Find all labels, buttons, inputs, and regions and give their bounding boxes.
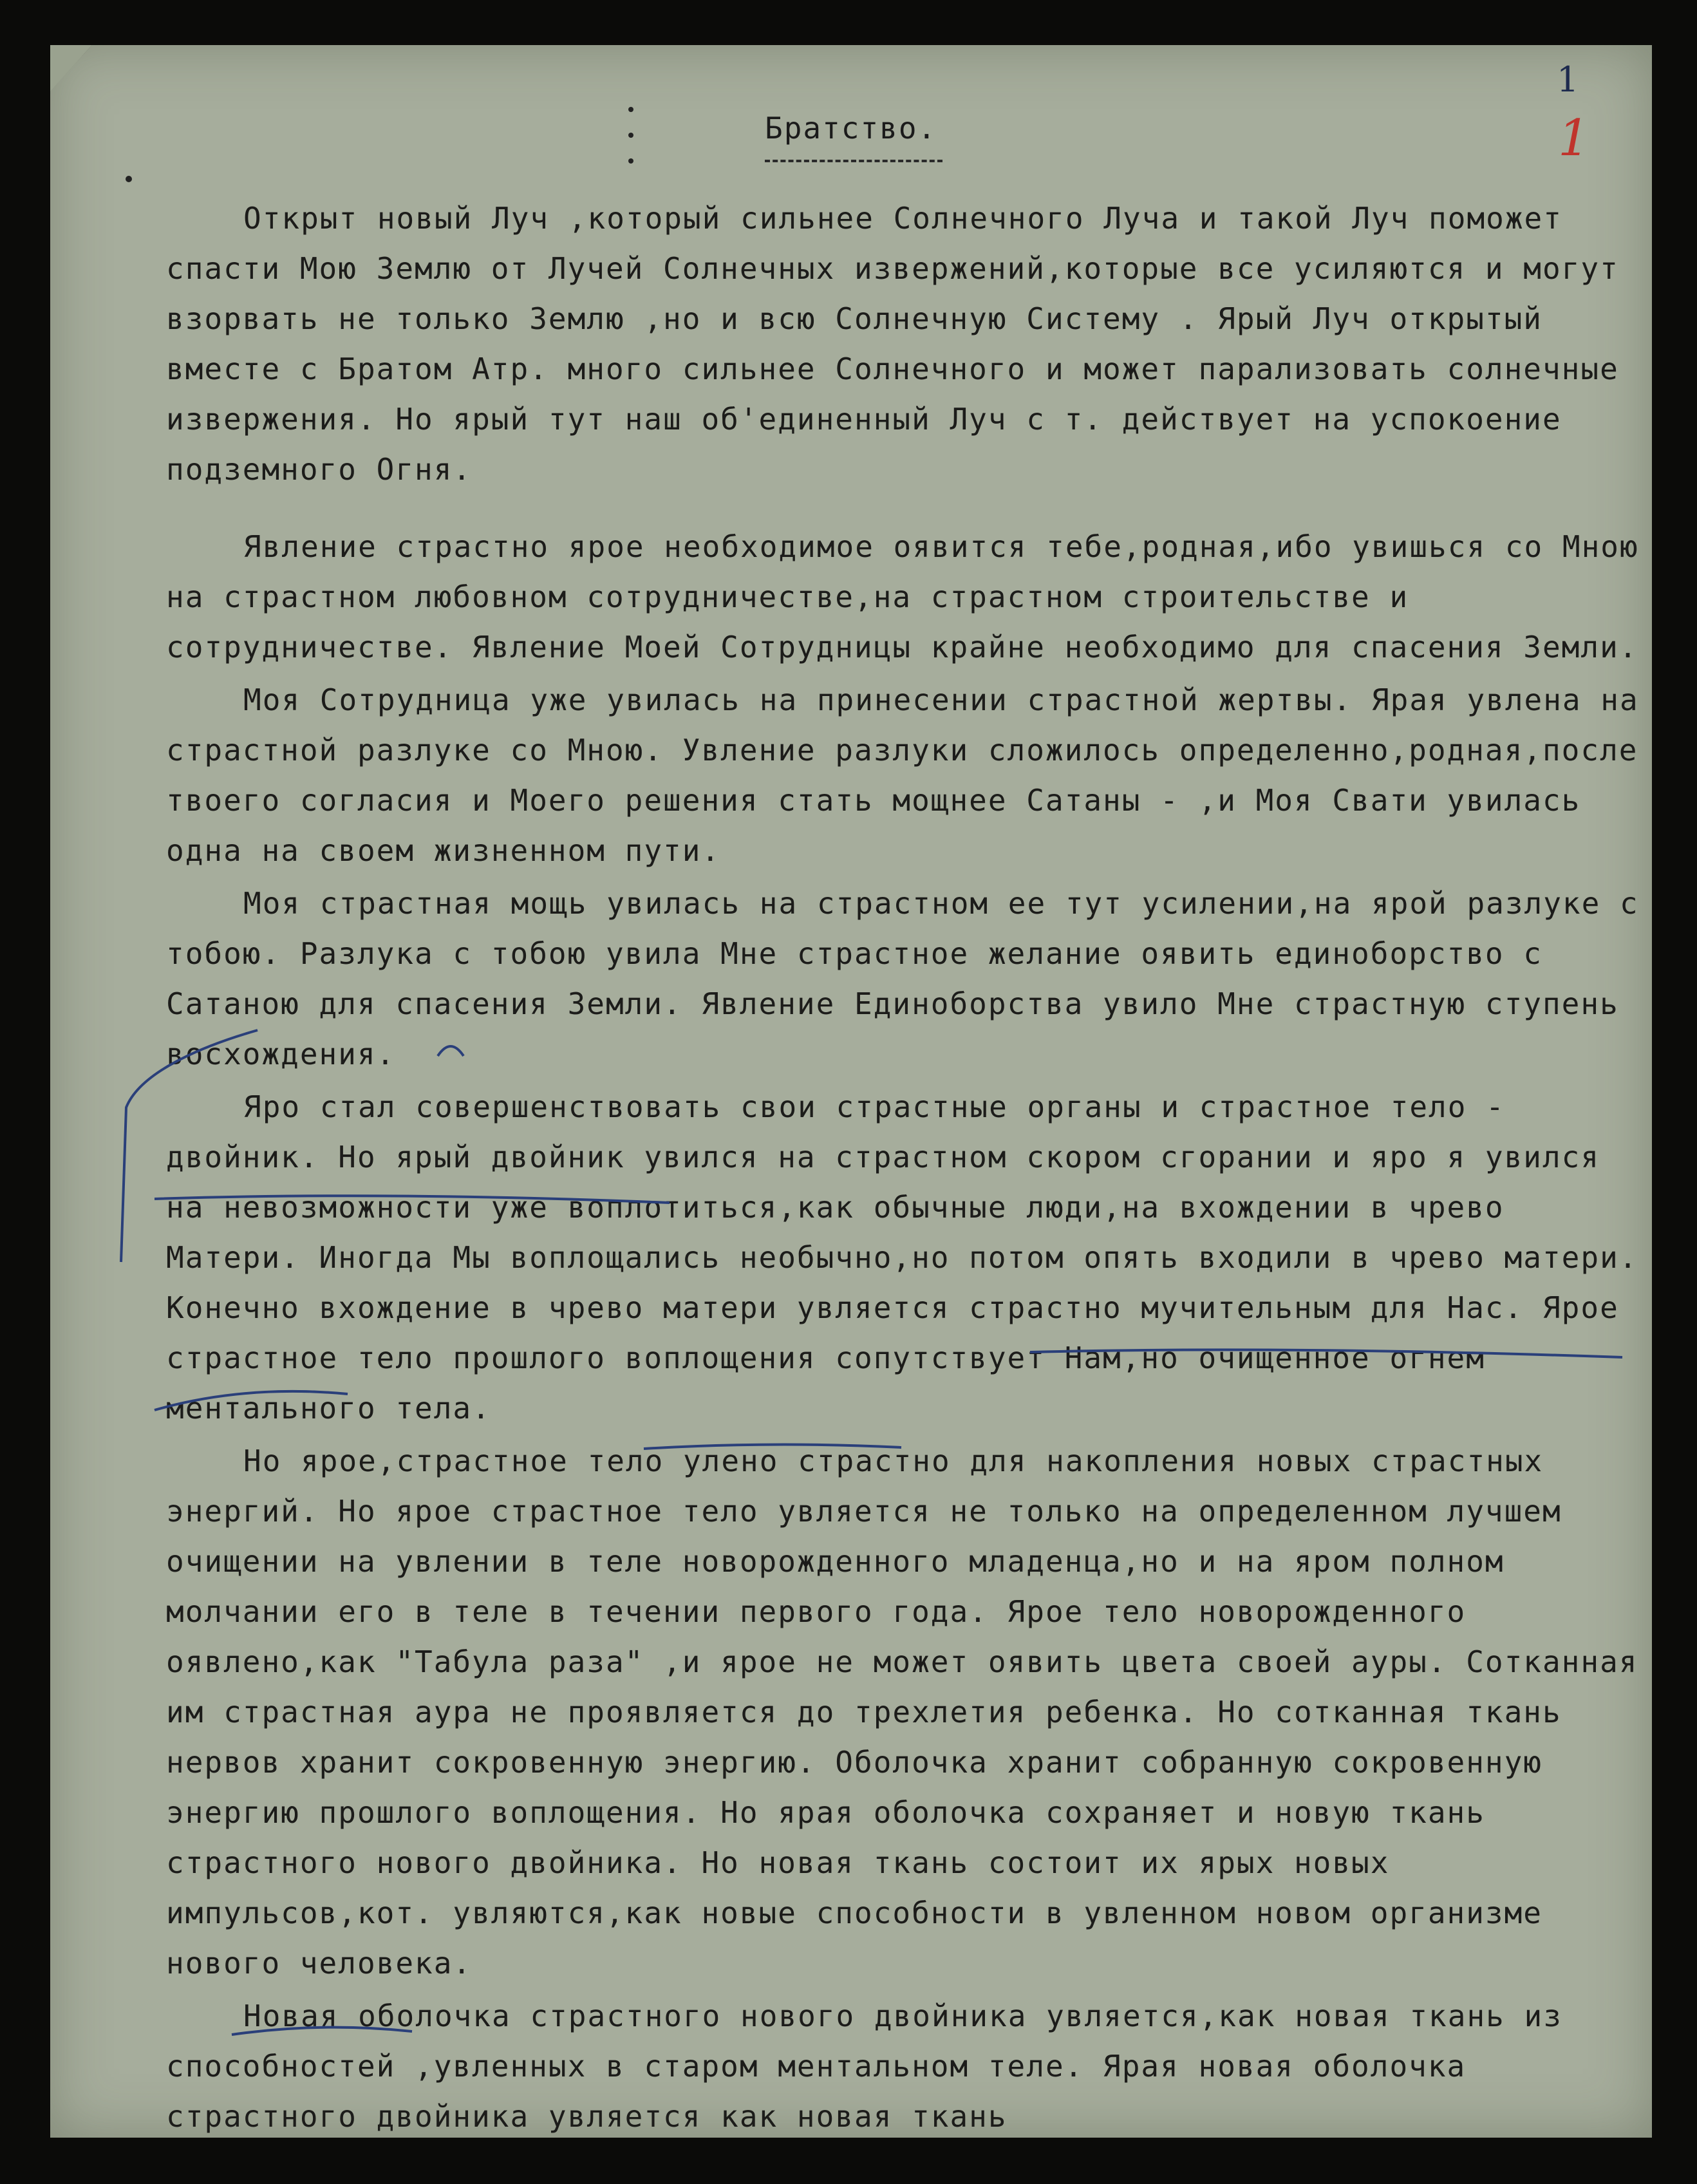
paragraph-2: Явление страстно ярое необходимое оявится тебе,родная,ибо увишься со Мною на страстном любовном сотрудничестве,на страстном строительстве и сотрудничестве. Явление Моей Сотрудницы крайне необходимо для спасения Земли. (166, 529, 1639, 664)
document-body (166, 193, 1640, 2142)
paragraph-7: Новая оболочка страстного нового двойника увляется,как новая ткань из способностей ,увленных в старом ментальном теле. Ярая новая оболочка страстного двойника увляется как новая ткань (166, 1999, 1562, 2134)
paragraph-6: Но ярое,страстное тело улено страстно для накопления новых страстных энергий. Но ярое страстное тело увляется не только на определенном лучшем очищении на увлении в теле новорожденного младенца,но и на яром полном молчании его в теле в течении первого года. Ярое тело новорожденного оявлено,как "Табула раза" ,и ярое не может оявить цвета своей ауры. Сотканная им страстная аура не проявляется до трехлетия ребенка. Но сотканная ткань нервов хранит сокровенную энергию. Оболочка хранит собранную сокровенную энергию прошлого воплощения. Но ярая оболочка сохраняет и новую ткань страстного нового двойника. Но новая ткань состоит их ярых новых импульсов,кот. увляются,как новые способности в увленном новом организме нового человека. (166, 1444, 1638, 1981)
sheet-number-pencil: 1 (1557, 59, 1579, 100)
document-title: Братство. (765, 111, 937, 146)
paragraph-1: Открыт новый Луч ,который сильнее Солнечного Луча и такой Луч поможет спасти Мою Землю от Лучей Солнечных извержений,которые все усиляются и могут взорвать не только Землю ,но и всю Солнечную Систему . Ярый Луч открытый вместе с Братом Атр. много сильнее Солнечного и может парализовать солнечные извержения. Но ярый тут наш об'единенный Луч с т. действует на успокоение подземного Огня. (166, 201, 1619, 487)
paragraph-5: Яро стал совершенствовать свои страстные органы и страстное тело - двойник. Но ярый двойник увился на страстном скором сгорании и яро я увился на невозможности уже воплотиться,как обычные люди,на вхождении в чрево Матери. Иногда Мы воплощались необычно,но потом опять входили в чрево матери. Конечно вхождение в чрево матери увляется страстно мучительным для Нас. Ярое страстное тело прошлого воплощения сопутствует Нам,но очищенное огнем ментального тела. (166, 1089, 1638, 1426)
paragraph-4: Моя страстная мощь увилась на страстном ее тут усилении,на ярой разлуке с тобою. Разлука с тобою увила Мне страстное желание оявить единоборство с Сатаною для спасения Земли. Явление Единоборства увило Мне страстную ступень восхождения. (166, 886, 1639, 1071)
paragraph-3: Моя Сотрудница уже увилась на принесении страстной жертвы. Ярая увлена на страстной разлуке со Мною. Увление разлуки сложилось определенно,родная,после твоего согласия и Моего решения стать мощнее Сатаны - ,и Моя Свати увилась одна на своем жизненном пути. (166, 682, 1639, 868)
red-page-mark: 1 (1558, 109, 1590, 167)
title-underline (765, 160, 942, 162)
